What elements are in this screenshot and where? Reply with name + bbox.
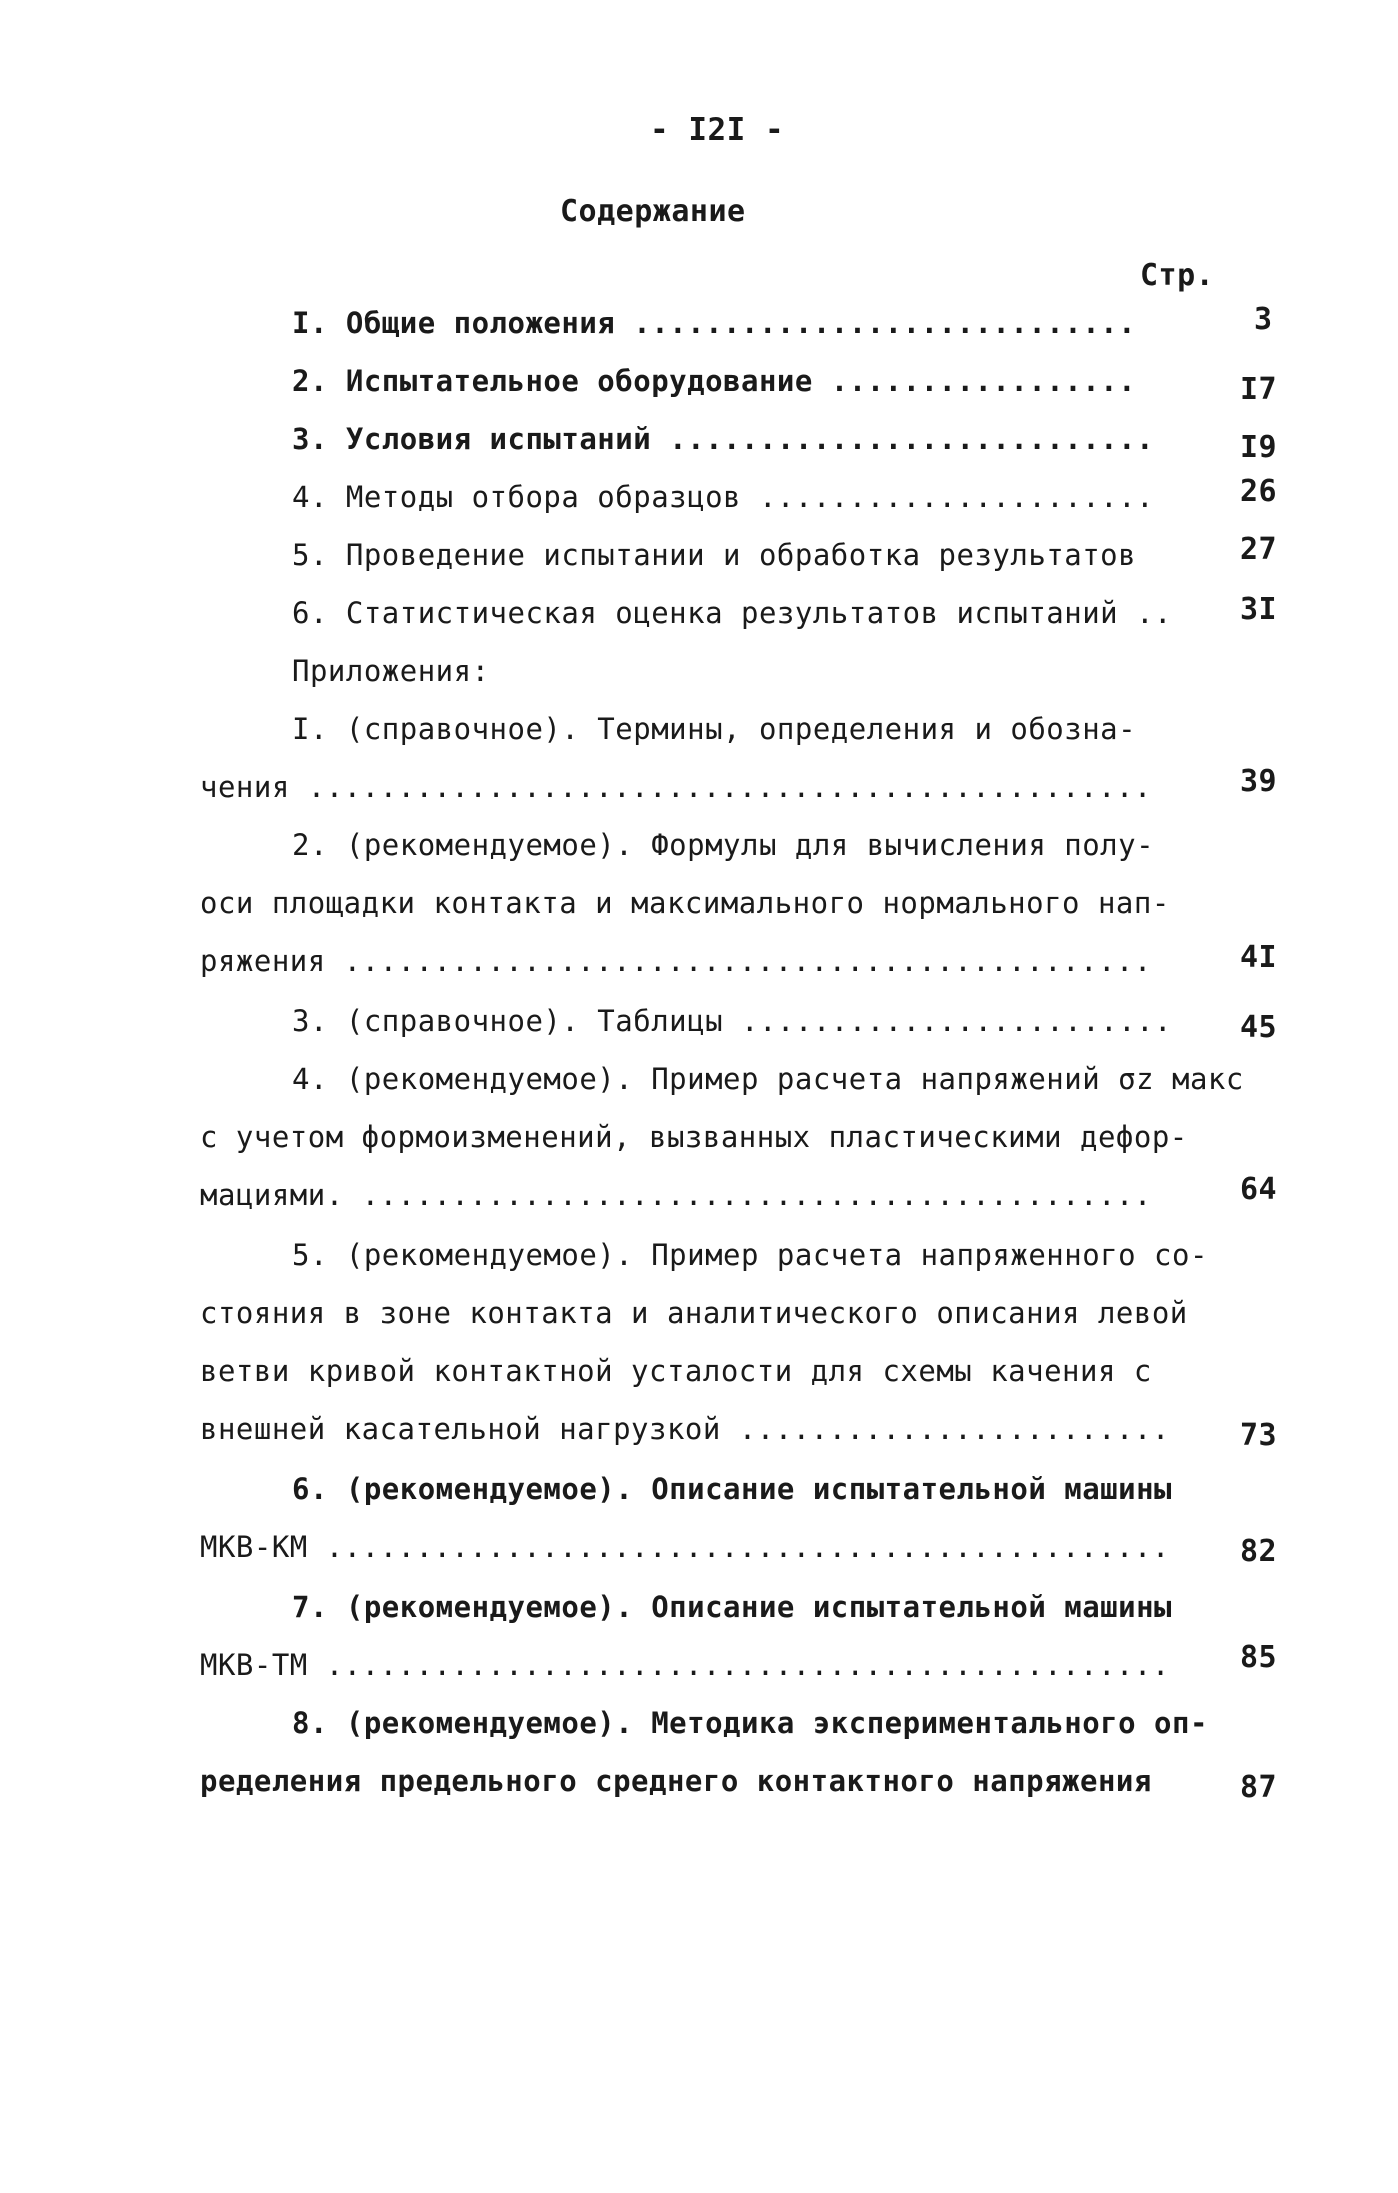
toc-entry-line: I. (справочное). Термины, определения и обозна- (292, 712, 1137, 746)
toc-entry-line: МКВ-ТМ ............................................... (200, 1648, 1170, 1682)
toc-entry-line: мациями. ............................................ (200, 1178, 1152, 1212)
toc-entry-line: чения ............................................... (200, 770, 1152, 804)
toc-entry-line: 6. (рекомендуемое). Описание испытательной машины (292, 1472, 1173, 1506)
toc-entry-page: I9 (1240, 430, 1278, 465)
toc-entry-line: ределения предельного среднего контактного напряжения (200, 1764, 1152, 1798)
toc-entry-page: 4I (1240, 940, 1278, 975)
toc-entry-line: стояния в зоне контакта и аналитического описания левой (200, 1296, 1188, 1330)
toc-entry-line: ветви кривой контактной усталости для схемы качения с (200, 1354, 1152, 1388)
toc-entry-line: 4. (рекомендуемое). Пример расчета напряжений σz макс (292, 1062, 1244, 1096)
toc-entry-line: МКВ-КМ ............................................... (200, 1530, 1170, 1564)
toc-entry-line: 8. (рекомендуемое). Методика экспериментального оп- (292, 1706, 1208, 1740)
toc-entry-line: внешней касательной нагрузкой ........................ (200, 1412, 1170, 1446)
page-title: Содержание (560, 194, 746, 229)
toc-entry-line: с учетом формоизменений, вызванных пластическими дефор- (200, 1120, 1188, 1154)
appendix-heading: Приложения: (292, 654, 490, 688)
toc-entry-line: ряжения ............................................. (200, 944, 1152, 978)
toc-entry-page: 64 (1240, 1172, 1278, 1207)
toc-entry-line: 3. (справочное). Таблицы ........................ (292, 1004, 1173, 1038)
page-column-header: Стр. (1140, 258, 1215, 293)
toc-entry-page: 3I (1240, 592, 1278, 627)
toc-entry-page: 87 (1240, 1770, 1278, 1805)
toc-entry-text: 4. Методы отбора образцов ...................... (292, 480, 1155, 514)
toc-entry-page: 26 (1240, 474, 1278, 509)
toc-entry-text: 6. Статистическая оценка результатов испытаний .. (292, 596, 1173, 630)
toc-entry-line: 5. (рекомендуемое). Пример расчета напряженного со- (292, 1238, 1208, 1272)
toc-entry-page: 45 (1240, 1010, 1278, 1045)
toc-entry-page: 82 (1240, 1534, 1278, 1569)
toc-entry-text: 3. Условия испытаний ........................... (292, 422, 1155, 456)
toc-entry-line: 2. (рекомендуемое). Формулы для вычисления полу- (292, 828, 1155, 862)
toc-entry-text: I. Общие положения ............................ (292, 306, 1137, 340)
toc-entry-line: 7. (рекомендуемое). Описание испытательной машины (292, 1590, 1173, 1624)
toc-entry-line: оси площадки контакта и максимального нормального нап- (200, 886, 1170, 920)
toc-entry-text: 2. Испытательное оборудование ................. (292, 364, 1137, 398)
toc-entry-page: 27 (1240, 532, 1278, 567)
toc-entry-page: 39 (1240, 764, 1278, 799)
toc-entry-page: 85 (1240, 1640, 1278, 1675)
toc-entry-page: I7 (1240, 372, 1278, 407)
toc-entry-text: 5. Проведение испытании и обработка результатов (292, 538, 1137, 572)
toc-entry-page: 73 (1240, 1418, 1278, 1453)
page-number: - I2I - (650, 112, 785, 148)
toc-entry-page: 3 (1254, 302, 1273, 337)
